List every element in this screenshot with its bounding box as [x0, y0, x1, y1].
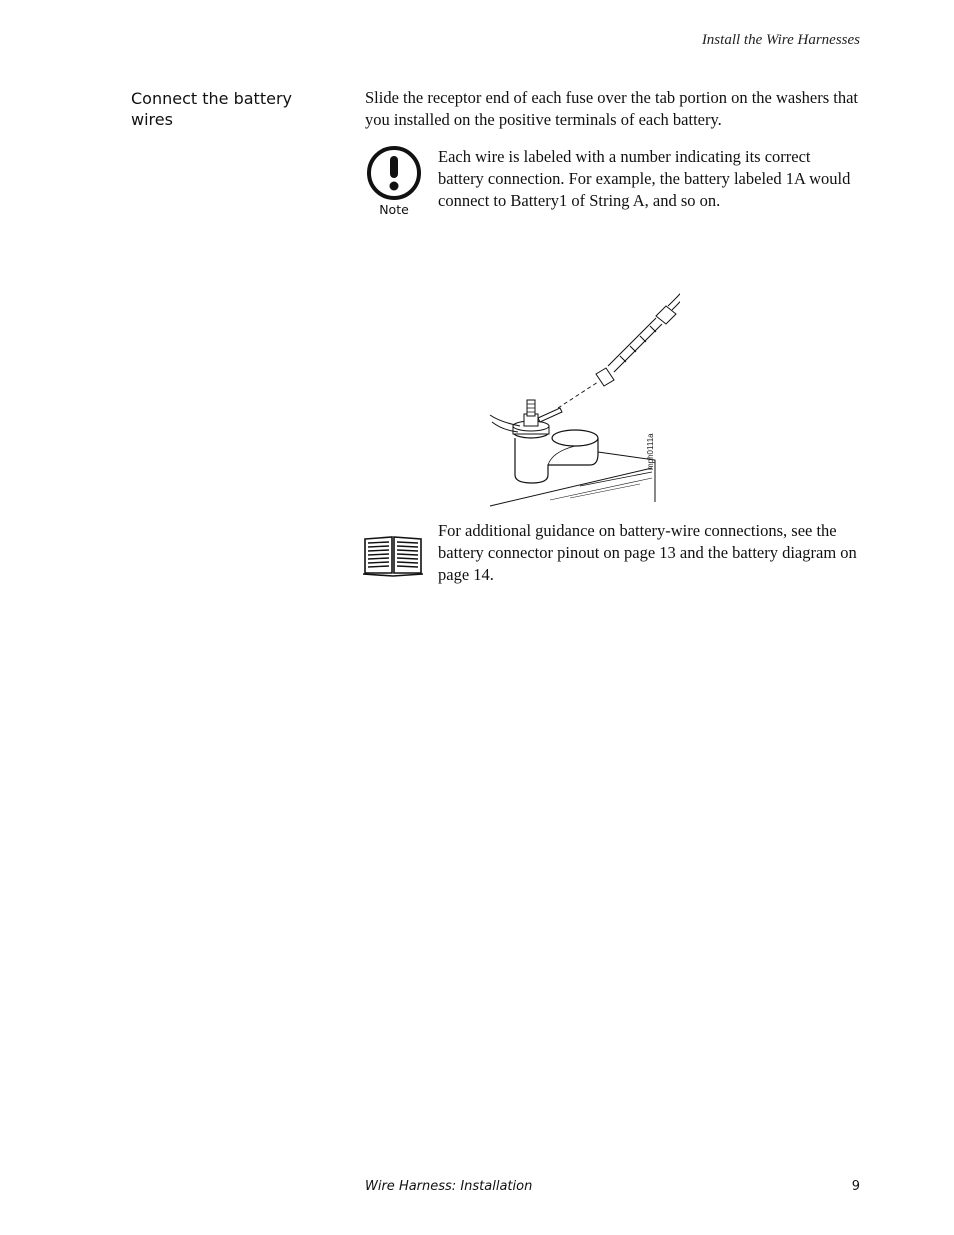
intro-paragraph: Slide the receptor end of each fuse over the tab portion on the washers that you installed on the positive terminals of each battery.: [365, 88, 858, 129]
open-book-icon: [362, 533, 424, 577]
page-number: 9: [851, 1179, 860, 1194]
reference-text: For additional guidance on battery-wire connections, see the battery connector pinout on page 13 and the battery diagram on page 14.: [438, 521, 857, 584]
exclamation-circle-icon: [364, 146, 424, 202]
note-text: Each wire is labeled with a number indicating its correct battery connection. For example, the battery labeled 1A would connect to Battery1 of String A, and so on.: [438, 147, 851, 210]
note-icon-block: [364, 146, 424, 220]
note-label: Note: [379, 202, 409, 217]
running-head: Install the Wire Harnesses: [701, 32, 860, 48]
section-heading: Connect the battery wires: [131, 89, 292, 129]
battery-wire-figure: [480, 240, 680, 515]
figure-id: mph0111a: [646, 433, 655, 470]
footer-title: Wire Harness: Installation: [365, 1179, 533, 1194]
